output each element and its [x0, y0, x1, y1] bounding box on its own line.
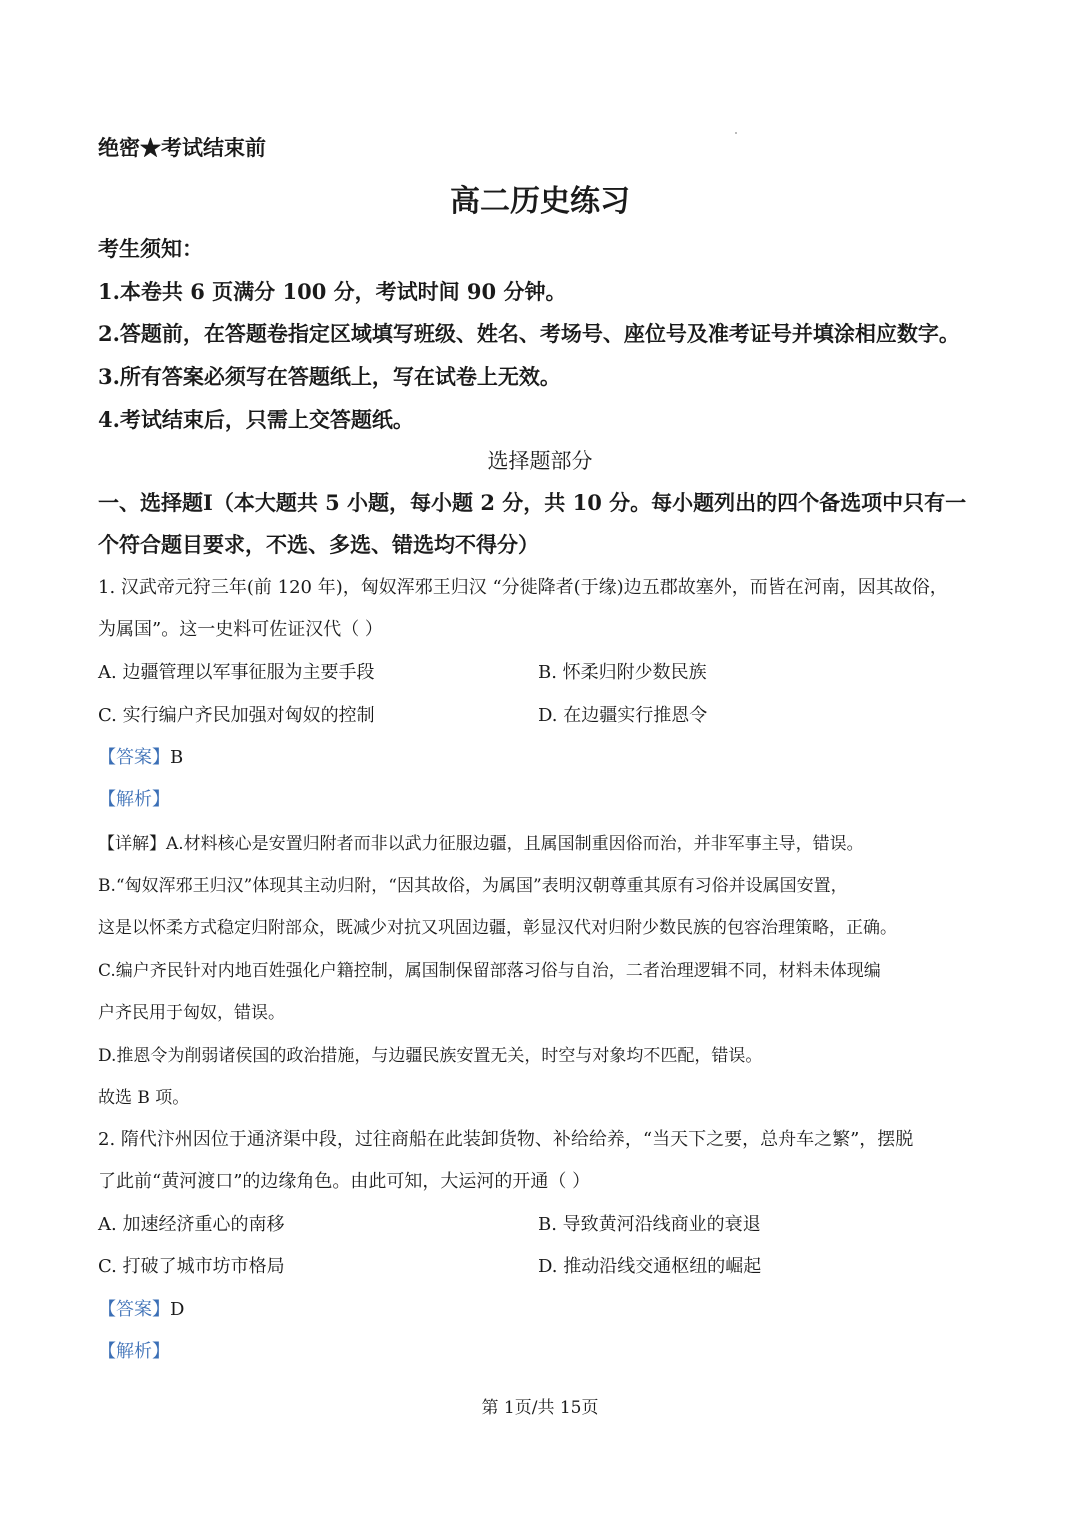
question-1-option-c: C. 实行编户齐民加强对匈奴的控制 [98, 705, 375, 726]
confidential-mark: 绝密★考试结束前 [98, 135, 266, 160]
question-2-option-c: C. 打破了城市坊市格局 [98, 1256, 285, 1277]
detail-label: 【详解】 [98, 834, 166, 854]
page-title: 高二历史练习 [450, 184, 630, 219]
question-2-option-d: D. 推动沿线交通枢纽的崛起 [538, 1256, 762, 1277]
question-1-option-b: B. 怀柔归附少数民族 [538, 662, 707, 683]
question-2-answer [98, 1295, 184, 1321]
answer-value: B [170, 747, 184, 768]
question-2-option-a: A. 加速经济重心的南移 [98, 1214, 285, 1235]
question-1-stem: 为属国”。这一史料可佐证汉代（ ） [98, 619, 383, 640]
section-title: 选择题部分 [487, 449, 593, 473]
question-1-detail: C.编户齐民针对内地百姓强化户籍控制，属国制保留部落习俗与自治，二者治理逻辑不同，材料未体现编 [98, 961, 881, 981]
question-1-option-a: A. 边疆管理以军事征服为主要手段 [98, 662, 375, 683]
question-1-detail: 户齐民用于匈奴，错误。 [98, 1003, 285, 1023]
question-1-conclusion: 故选 B 项。 [98, 1088, 190, 1108]
question-1-detail: D.推恩令为削弱诸侯国的政治措施，与边疆民族安置无关，时空与对象均不匹配，错误。 [98, 1046, 763, 1066]
notice-item: 1.本卷共 6 页满分 100 分，考试时间 90 分钟。 [98, 279, 567, 304]
notice-item: 3.所有答案必须写在答题纸上，写在试卷上无效。 [98, 364, 561, 389]
question-1-detail: 这是以怀柔方式稳定归附部众，既减少对抗又巩固边疆，彰显汉代对归附少数民族的包容治理策略，正确。 [98, 918, 897, 938]
question-1-detail: B.“匈奴浑邪王归汉”体现其主动归附，“因其故俗，为属国”表明汉朝尊重其原有习俗并设属国安置， [98, 876, 848, 896]
analysis-label: 【解析】 [98, 1341, 170, 1362]
question-1-option-d: D. 在边疆实行推恩令 [538, 705, 708, 726]
page-footer: 第 1页/共 15页 [481, 1398, 599, 1418]
section-instruction: 个符合题目要求，不选、多选、错选均不得分） [98, 532, 539, 557]
question-2-stem: 2. 隋代汴州因位于通济渠中段，过往商船在此装卸货物、补给给养，“当天下之要，总舟车之繁”，摆脱 [98, 1129, 914, 1150]
detail-text: A.材料核心是安置归附者而非以武力征服边疆，且属国制重因俗而治，并非军事主导，错误。 [166, 834, 864, 854]
analysis-label: 【解析】 [98, 789, 170, 810]
section-instruction: 一、选择题Ⅰ（本大题共 5 小题，每小题 2 分，共 10 分。每小题列出的四个备选项中只有一 [98, 490, 967, 515]
notice-item: 4.考试结束后，只需上交答题纸。 [98, 407, 414, 432]
scan-speck [735, 132, 737, 134]
question-1-detail [98, 829, 864, 854]
answer-label: 【答案】 [98, 747, 170, 768]
question-2-option-b: B. 导致黄河沿线商业的衰退 [538, 1214, 761, 1235]
answer-value: D [170, 1299, 185, 1320]
question-2-stem: 了此前“黄河渡口”的边缘角色。由此可知，大运河的开通（ ） [98, 1171, 591, 1192]
notice-heading: 考生须知： [98, 236, 203, 261]
answer-label: 【答案】 [98, 1299, 170, 1320]
question-1-stem: 1. 汉武帝元狩三年(前 120 年)，匈奴浑邪王归汉 “分徙降者(于缘)边五郡故塞外，而皆在河南，因其故俗， [98, 577, 948, 598]
notice-item: 2.答题前，在答题卷指定区域填写班级、姓名、考场号、座位号及准考证号并填涂相应数字。 [98, 321, 960, 346]
question-1-answer [98, 743, 183, 769]
